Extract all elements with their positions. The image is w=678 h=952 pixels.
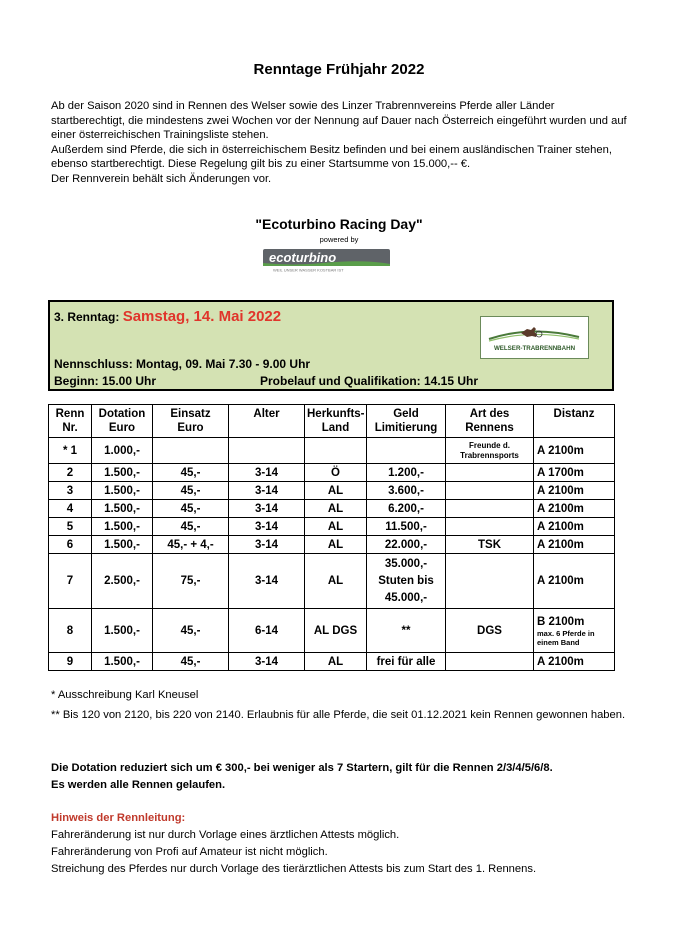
- nennschluss: Nennschluss: Montag, 09. Mai 7.30 - 9.00 Uhr: [54, 357, 311, 371]
- cell-einsatz: 45,-: [153, 464, 229, 482]
- cell-dotation: 1.500,-: [92, 609, 153, 653]
- cell-nr: 7: [49, 554, 92, 609]
- cell-einsatz: 45,-: [153, 653, 229, 671]
- table-row: [49, 438, 615, 464]
- cell-dotation: 1.500,-: [92, 482, 153, 500]
- welser-trabrennbahn-logo-text: WELSER-TRABRENNBAHN: [493, 345, 576, 352]
- header-herkunft: Herkunfts- Land: [305, 405, 367, 438]
- table-row: [49, 464, 615, 482]
- cell-alter: 6-14: [229, 609, 305, 653]
- cell-herkunft: AL: [305, 653, 367, 671]
- cell-alter: 3-14: [229, 482, 305, 500]
- cell-geld: 6.200,-: [367, 500, 446, 518]
- cell-herkunft: [305, 438, 367, 464]
- cell-alter: 3-14: [229, 536, 305, 554]
- cell-distanz: A 2100m: [534, 653, 615, 671]
- race-day-label: 3. Renntag:: [54, 310, 120, 324]
- table-row: [49, 518, 615, 536]
- cell-art: [446, 518, 534, 536]
- cell-einsatz: [153, 438, 229, 464]
- cell-geld: 1.200,-: [367, 464, 446, 482]
- cell-distanz: A 1700m: [534, 464, 615, 482]
- header-einsatz: Einsatz Euro: [153, 405, 229, 438]
- cell-herkunft: AL: [305, 518, 367, 536]
- cell-dotation: 1.500,-: [92, 536, 153, 554]
- table-row: [49, 554, 615, 609]
- cell-geld: 35.000,- Stuten bis 45.000,-: [367, 554, 446, 609]
- table-row: [49, 653, 615, 671]
- cell-art: [446, 482, 534, 500]
- welser-trabrennbahn-logo: [480, 316, 589, 359]
- header-renn-nr: Renn Nr.: [49, 405, 92, 438]
- cell-einsatz: 75,-: [153, 554, 229, 609]
- cell-distanz: A 2100m: [534, 438, 615, 464]
- hinweis-line-1: Fahreränderung ist nur durch Vorlage eines ärztlichen Attests möglich.: [51, 829, 400, 841]
- cell-distanz: A 2100m: [534, 554, 615, 609]
- ecoturbino-logo-tagline: WEIL UNSER WASSER KOSTBAR IST: [273, 267, 344, 273]
- probelauf: Probelauf und Qualifikation: 14.15 Uhr: [260, 374, 479, 388]
- cell-geld: [367, 438, 446, 464]
- dotation-note-line-2: Es werden alle Rennen gelaufen.: [51, 778, 226, 791]
- cell-alter: [229, 438, 305, 464]
- ecoturbino-logo-text: ecoturbino: [269, 250, 337, 265]
- cell-nr: 4: [49, 500, 92, 518]
- cell-herkunft: AL DGS: [305, 609, 367, 653]
- cell-dotation: 1.500,-: [92, 653, 153, 671]
- powered-by-label: powered by: [319, 235, 359, 244]
- cell-art: [446, 554, 534, 609]
- cell-distanz: [534, 609, 615, 653]
- cell-art: [446, 653, 534, 671]
- cell-art: TSK: [446, 536, 534, 554]
- page-title: Renntage Frühjahr 2022: [253, 61, 425, 78]
- cell-nr: 8: [49, 609, 92, 653]
- table-row: [49, 609, 615, 653]
- cell-herkunft: AL: [305, 500, 367, 518]
- cell-art: Freunde d. Trabrennsports: [446, 438, 534, 464]
- cell-distanz: A 2100m: [534, 536, 615, 554]
- cell-einsatz: 45,-: [153, 500, 229, 518]
- table-row: [49, 536, 615, 554]
- intro-text: [51, 99, 631, 187]
- footnote-1: * Ausschreibung Karl Kneusel: [51, 689, 199, 701]
- cell-alter: 3-14: [229, 653, 305, 671]
- hinweis-line-3: Streichung des Pferdes nur durch Vorlage des tierärztlichen Attests bis zum Start des 1. Rennens.: [51, 863, 537, 875]
- cell-einsatz: 45,-: [153, 518, 229, 536]
- cell-nr: 2: [49, 464, 92, 482]
- table-row: [49, 500, 615, 518]
- hinweis-text: [51, 827, 651, 878]
- cell-herkunft: AL: [305, 536, 367, 554]
- cell-distanz-note: max. 6 Pferde in einem Band: [537, 628, 595, 647]
- cell-geld: 22.000,-: [367, 536, 446, 554]
- dotation-note-line-1: Die Dotation reduziert sich um € 300,- bei weniger als 7 Startern, gilt für die Rennen 2/3/4/5/6/8.: [51, 762, 553, 774]
- cell-nr: 9: [49, 653, 92, 671]
- cell-geld: frei für alle: [367, 653, 446, 671]
- cell-nr: 5: [49, 518, 92, 536]
- hinweis-title: Hinweis der Rennleitung:: [51, 812, 186, 824]
- event-title: "Ecoturbino Racing Day": [255, 216, 423, 232]
- race-table: [48, 404, 615, 671]
- header-art: Art des Rennens: [446, 405, 534, 438]
- cell-geld: 3.600,-: [367, 482, 446, 500]
- header-alter: Alter: [229, 405, 305, 438]
- race-day-box: [48, 300, 614, 391]
- cell-dotation: 1.000,-: [92, 438, 153, 464]
- intro-paragraph-3: Der Rennverein behält sich Änderungen vor.: [51, 172, 272, 185]
- cell-alter: 3-14: [229, 500, 305, 518]
- cell-nr: 3: [49, 482, 92, 500]
- cell-nr: * 1: [49, 438, 92, 464]
- cell-geld: **: [367, 609, 446, 653]
- cell-dotation: 1.500,-: [92, 500, 153, 518]
- cell-herkunft: Ö: [305, 464, 367, 482]
- cell-einsatz: 45,-: [153, 482, 229, 500]
- cell-einsatz: 45,- + 4,-: [153, 536, 229, 554]
- dotation-note: [51, 760, 641, 793]
- cell-dotation: 2.500,-: [92, 554, 153, 609]
- cell-alter: 3-14: [229, 464, 305, 482]
- cell-distanz: A 2100m: [534, 500, 615, 518]
- hinweis-line-2: Fahreränderung von Profi auf Amateur ist nicht möglich.: [51, 846, 328, 858]
- cell-dotation: 1.500,-: [92, 518, 153, 536]
- cell-distanz: A 2100m: [534, 518, 615, 536]
- race-day-date: Samstag, 14. Mai 2022: [122, 308, 282, 325]
- ecoturbino-logo: [263, 249, 390, 273]
- cell-einsatz: 45,-: [153, 609, 229, 653]
- cell-herkunft: AL: [305, 554, 367, 609]
- cell-herkunft: AL: [305, 482, 367, 500]
- cell-art: DGS: [446, 609, 534, 653]
- footnote-2: ** Bis 120 von 2120, bis 220 von 2140. Erlaubnis für alle Pferde, die seit 01.12.2021 kein Rennen gewonnen haben.: [51, 709, 626, 721]
- intro-paragraph-1: Ab der Saison 2020 sind in Rennen des Welser sowie des Linzer Trabrennvereins Pferde aller Länder startberechtigt, die mindestens zwei Wochen vor der Nennung auf Dauer nach Österreich eingeführt wurden und auf einer österreichischen Trainingsliste stehen.: [51, 100, 627, 142]
- cell-alter: 3-14: [229, 554, 305, 609]
- header-distanz: Distanz: [534, 405, 615, 438]
- header-geld: Geld Limitierung: [367, 405, 446, 438]
- table-row: [49, 482, 615, 500]
- cell-geld: 11.500,-: [367, 518, 446, 536]
- beginn: Beginn: 15.00 Uhr: [54, 374, 157, 388]
- cell-distanz: A 2100m: [534, 482, 615, 500]
- cell-dotation: 1.500,-: [92, 464, 153, 482]
- header-dotation: Dotation Euro: [92, 405, 153, 438]
- intro-paragraph-2: Außerdem sind Pferde, die sich in österreichischem Besitz befinden und bei einem ausländischen Trainer stehen, ebenso startberechtigt. Diese Regelung gilt bis zu einer Startsumme von 15.000,-- €.: [51, 143, 612, 171]
- cell-art: [446, 464, 534, 482]
- cell-distanz-value: B 2100m: [537, 615, 585, 628]
- cell-nr: 6: [49, 536, 92, 554]
- table-header-row: [49, 405, 615, 438]
- cell-art: [446, 500, 534, 518]
- cell-alter: 3-14: [229, 518, 305, 536]
